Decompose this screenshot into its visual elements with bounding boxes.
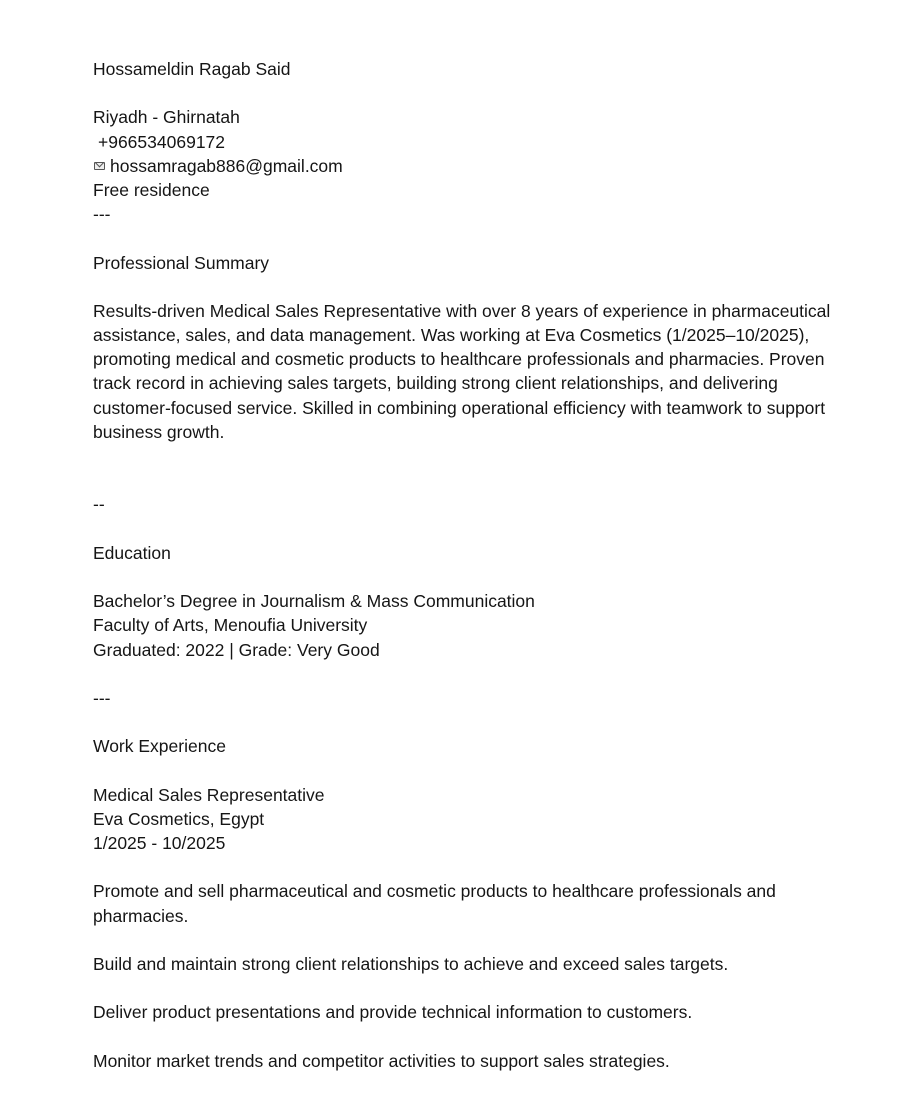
job-duties [93, 879, 853, 1073]
candidate-name: Hossameldin Ragab Said [93, 59, 291, 79]
separator: -- [93, 494, 105, 515]
list-item: Promote and sell pharmaceutical and cosmetic products to healthcare professionals and pharmacies. [93, 881, 776, 926]
spacer [93, 226, 853, 250]
spacer [93, 81, 853, 105]
resume-document [93, 57, 853, 1073]
education-degree: Bachelor’s Degree in Journalism & Mass Communication [93, 591, 535, 612]
spacer [93, 444, 853, 492]
location: Riyadh - Ghirnatah [93, 107, 240, 128]
spacer [93, 662, 853, 686]
email-line [93, 154, 853, 178]
list-item: Build and maintain strong client relationships to achieve and exceed sales targets. [93, 954, 729, 975]
spacer [93, 855, 853, 879]
education-faculty: Faculty of Arts, Menoufia University [93, 615, 368, 636]
spacer [93, 517, 853, 541]
section-heading-summary: Professional Summary [93, 252, 270, 273]
education-graduated: Graduated: 2022 | Grade: Very Good [93, 639, 380, 660]
separator: --- [93, 204, 111, 225]
envelope-icon [94, 162, 105, 170]
job-company: Eva Cosmetics, Egypt [93, 808, 265, 829]
spacer [93, 275, 853, 299]
phone-number: +966534069172 [98, 131, 226, 152]
list-item: Deliver product presentations and provide technical information to customers. [93, 1002, 693, 1023]
spacer [93, 759, 853, 783]
separator: --- [93, 687, 111, 708]
job-title: Medical Sales Representative [93, 784, 325, 805]
section-heading-experience: Work Experience [93, 736, 226, 757]
section-heading-education: Education [93, 542, 171, 563]
email-address: hossamragab886@gmail.com [110, 155, 343, 176]
residence-status: Free residence [93, 179, 210, 200]
spacer [93, 710, 853, 734]
job-dates: 1/2025 - 10/2025 [93, 833, 226, 854]
summary-text: Results-driven Medical Sales Representative with over 8 years of experience in pharmaceutical assistance, sales, and data management. Was working at Eva Cosmetics (1/2025–10/2025), promoting medical and cosmetic products to healthcare professionals and pharmacies. Proven track record in achieving sales targets, building strong client relationships, and delivering customer-focused service. Skilled in combining operational efficiency with teamwork to support business growth. [93, 300, 831, 442]
spacer [93, 565, 853, 589]
list-item: Monitor market trends and competitor activities to support sales strategies. [93, 1050, 670, 1071]
